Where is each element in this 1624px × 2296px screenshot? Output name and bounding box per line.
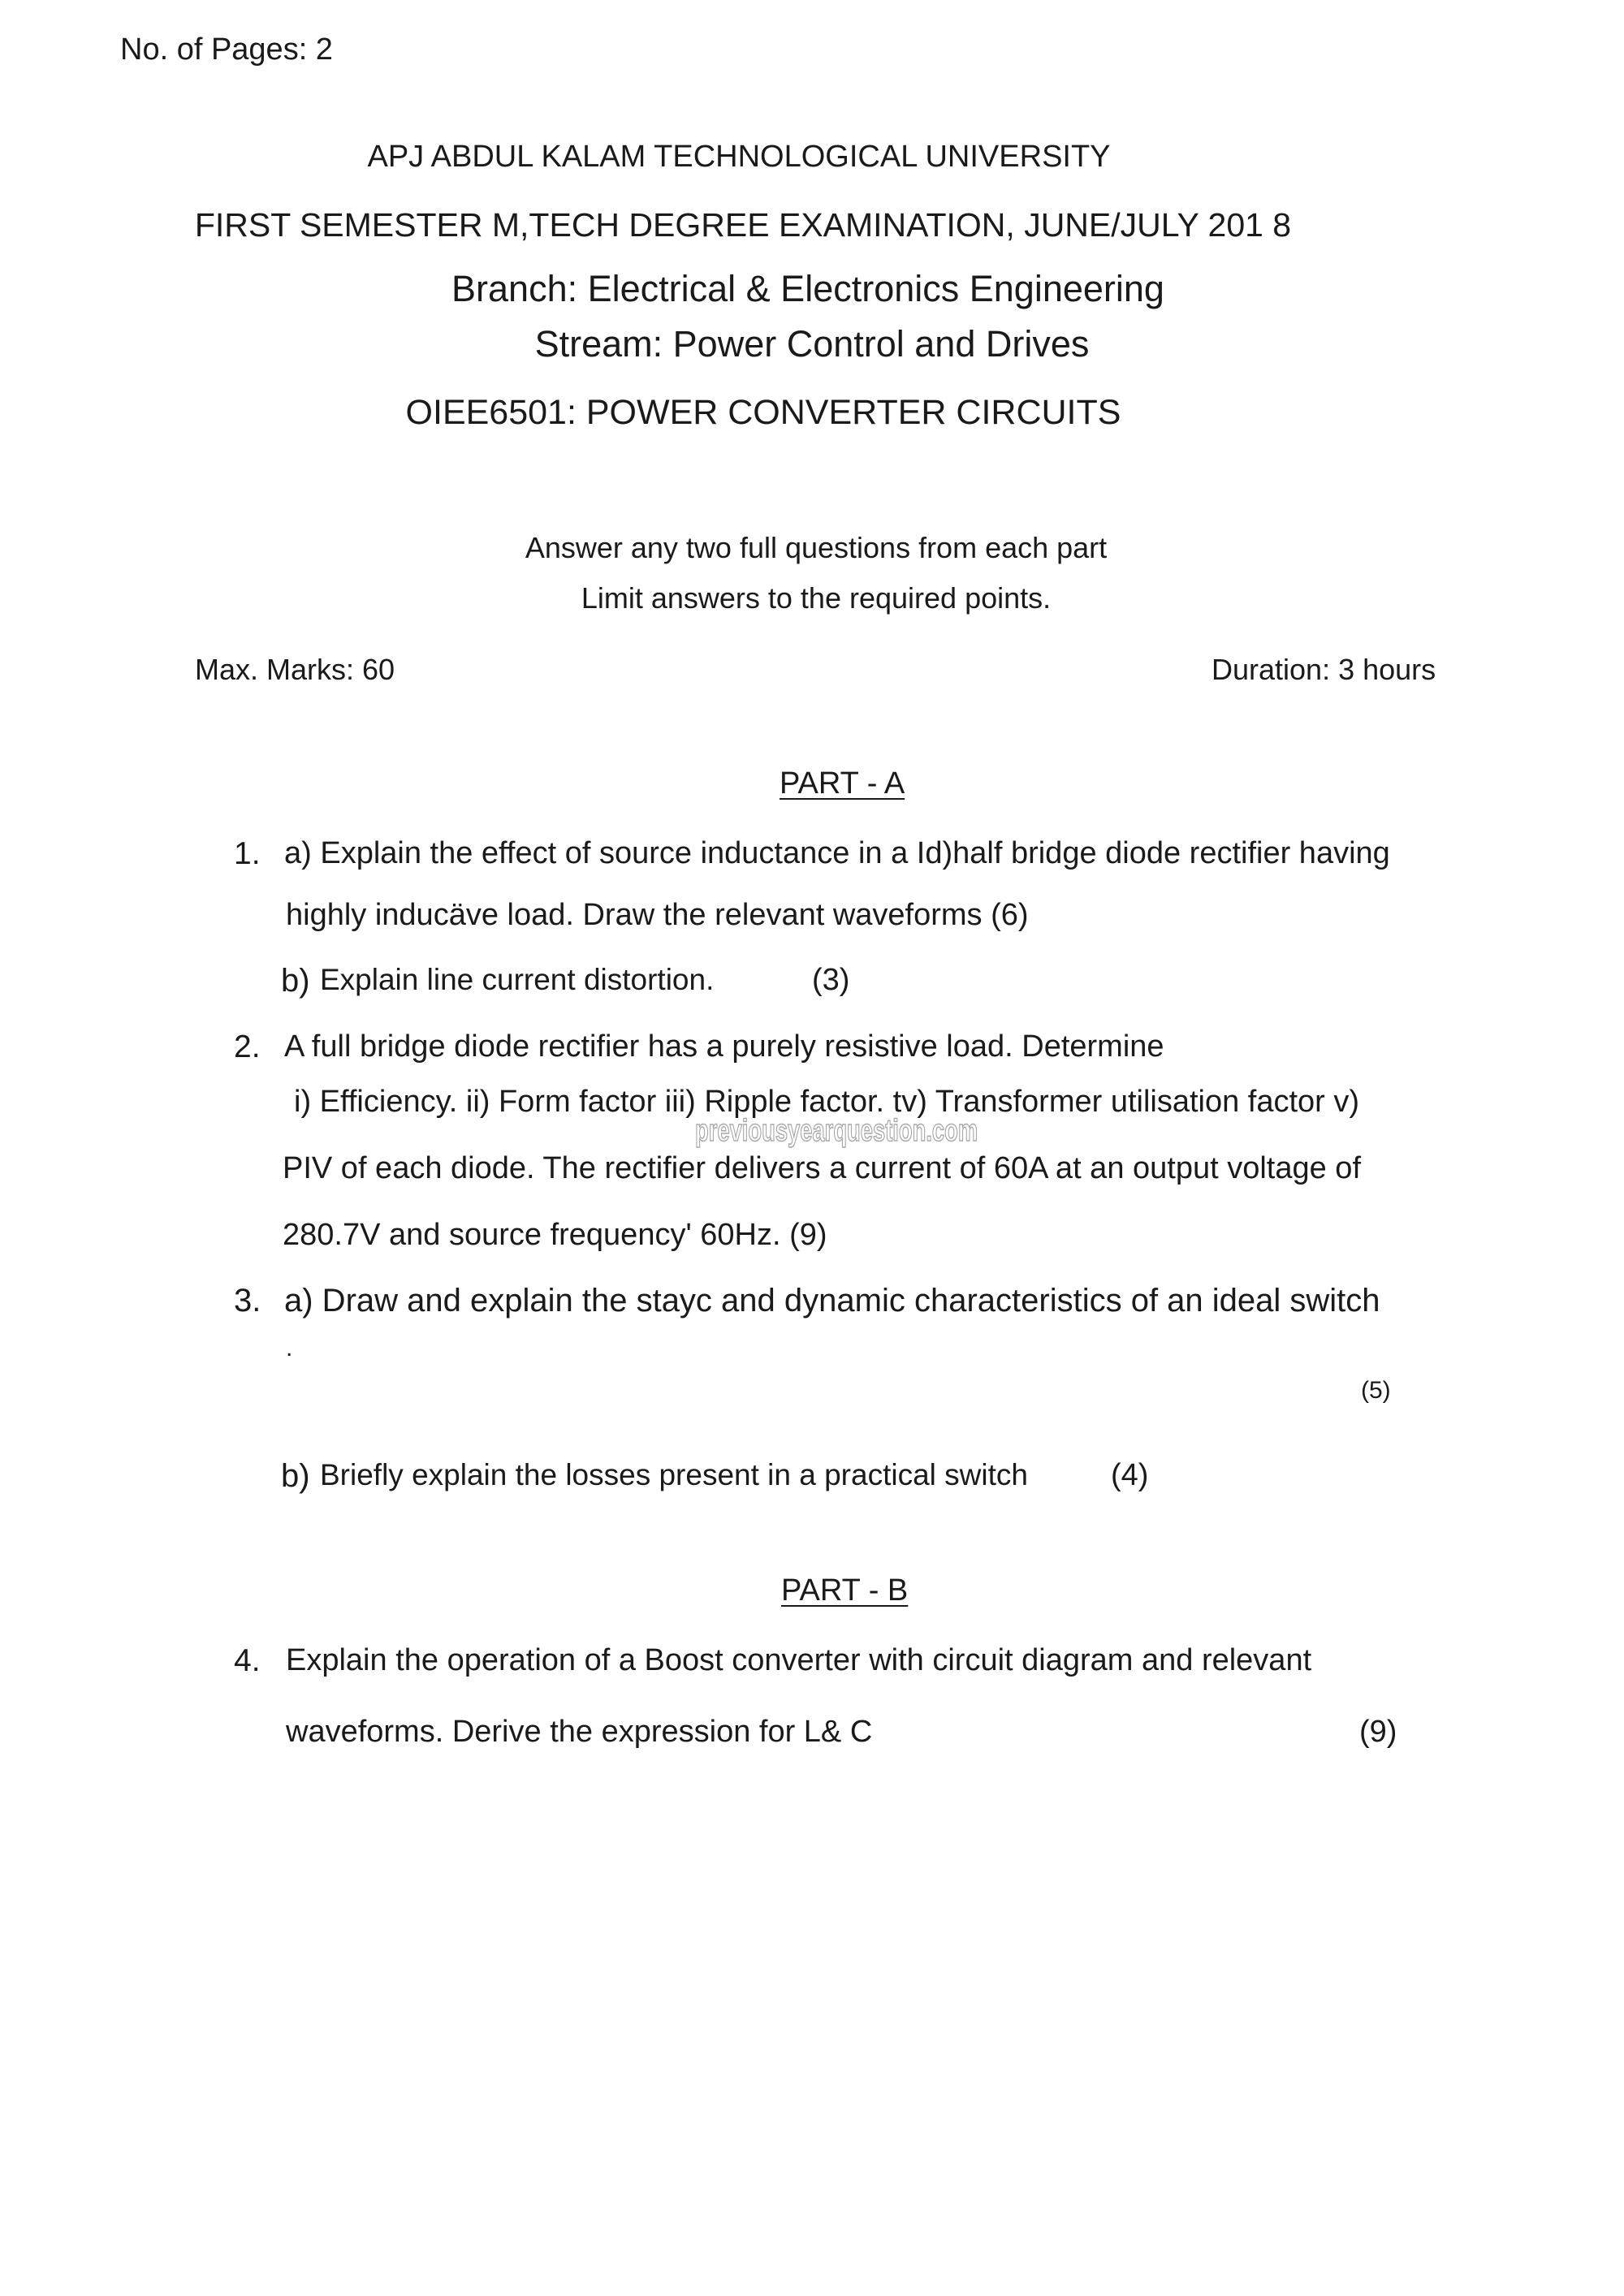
question-1b-label: b) [281,963,310,999]
part-b-title: PART - B [781,1573,909,1608]
course-title: OIEE6501: POWER CONVERTER CIRCUITS [405,393,1121,432]
question-1a-line-1: a) Explain the effect of source inductance in a Id)half bridge diode rectifier having [284,836,1390,870]
university-name: APJ ABDUL KALAM TECHNOLOGICAL UNIVERSITY [367,140,1111,174]
page-count: No. of Pages: 2 [120,32,333,67]
question-2-number: 2. [234,1029,261,1064]
question-4-line-2: waveforms. Derive the expression for L& C [286,1715,873,1749]
part-a-title: PART - A [780,766,905,801]
exam-title: FIRST SEMESTER M,TECH DEGREE EXAMINATION, JUNE/JULY 201 8 [194,206,1292,244]
branch-line: Branch: Electrical & Electronics Engineering [451,268,1164,309]
question-4-number: 4. [234,1643,261,1678]
stream-line: Stream: Power Control and Drives [534,323,1090,365]
question-3a-marks: (5) [1361,1377,1391,1404]
question-1a-line-2: highly inducäve load. Draw the relevant waveforms (6) [286,898,1029,932]
question-4-line-1: Explain the operation of a Boost converter with circuit diagram and relevant [286,1643,1312,1677]
question-3a-dot: . [286,1335,293,1362]
question-2-line-3: PIV of each diode. The rectifier delivers a current of 60A at an output voltage of [283,1151,1361,1185]
max-marks: Max. Marks: 60 [195,653,395,686]
question-2-line-4: 280.7V and source frequency' 60Hz. (9) [283,1218,827,1252]
question-3b-marks: (4) [1111,1458,1149,1492]
question-3b-label: b) [281,1458,310,1494]
question-3-number: 3. [234,1283,261,1318]
duration: Duration: 3 hours [1212,653,1436,686]
question-3b-text: Briefly explain the losses present in a practical switch [320,1458,1028,1491]
instruction-line-2: Limit answers to the required points. [581,581,1052,615]
question-1b-marks: (3) [812,963,850,997]
question-2-line-1: A full bridge diode rectifier has a purely resistive load. Determine [284,1029,1164,1064]
question-1b-text: Explain line current distortion. [320,963,715,996]
question-3a-line-1: a) Draw and explain the stayc and dynamic characteristics of an ideal switch [284,1283,1380,1318]
question-2-line-2: i) Efficiency. ii) Form factor iii) Ripple factor. tv) Transformer utilisation factor v) [294,1085,1360,1119]
instruction-line-1: Answer any two full questions from each part [525,531,1108,564]
question-1-number: 1. [234,836,261,871]
watermark-text: previousyearquestion.com [695,1114,978,1148]
question-4-marks: (9) [1359,1715,1397,1749]
